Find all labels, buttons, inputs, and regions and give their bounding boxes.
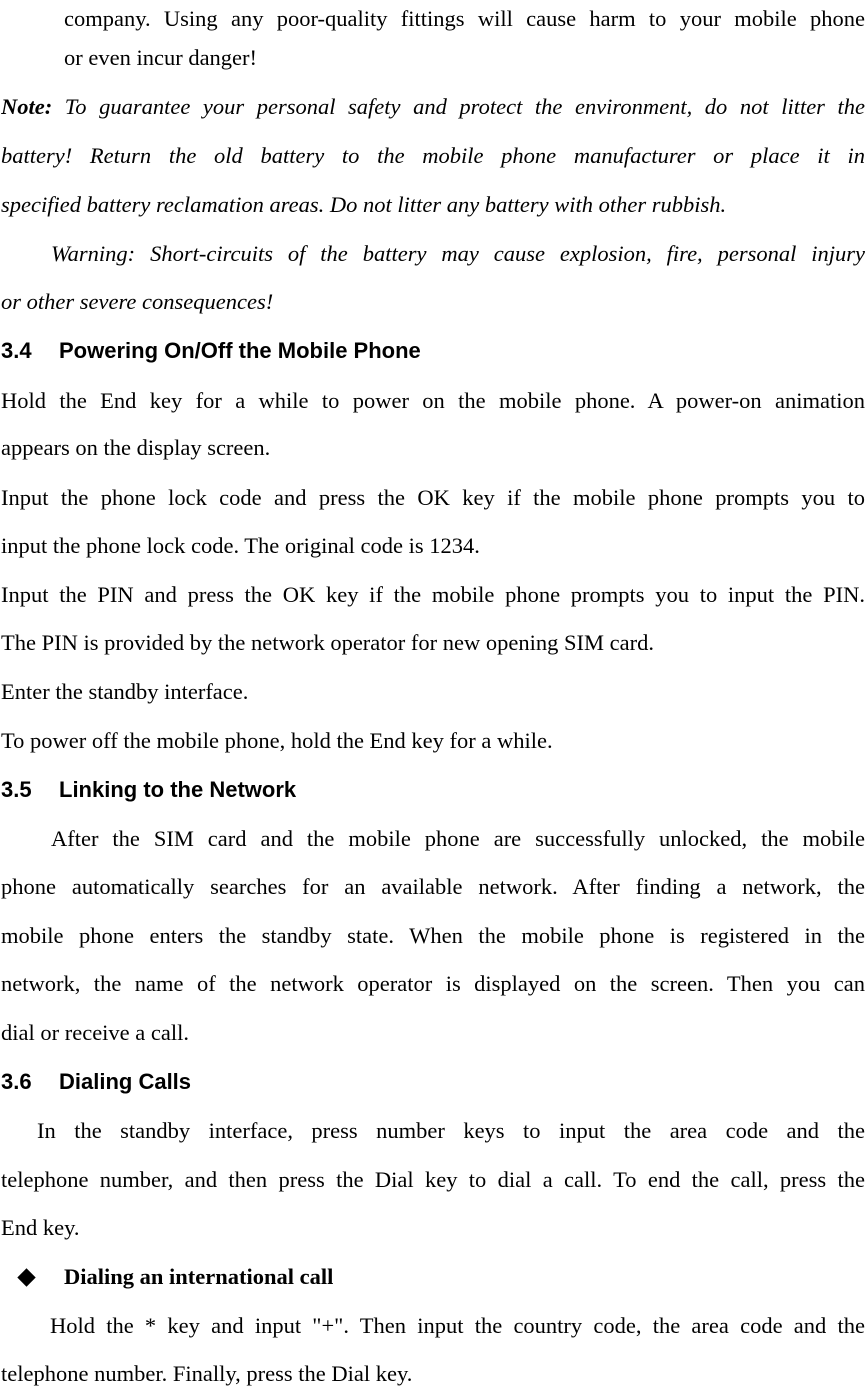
warning-line: or other severe consequences! [1, 289, 274, 314]
paragraph-line: To power off the mobile phone, hold the End key for a while. [1, 728, 553, 753]
section-title: Linking to the Network [59, 777, 297, 802]
section-title: Powering On/Off the Mobile Phone [59, 338, 421, 363]
note-line: battery! Return the old battery to the mobile phone manufacturer or place it in [1, 143, 865, 168]
paragraph-line: network, the name of the network operator is displayed on the screen. Then you can [1, 971, 865, 996]
section-heading [1, 336, 421, 366]
paragraph-line: telephone number. Finally, press the Dial key. [1, 1361, 413, 1386]
paragraph-line: End key. [1, 1215, 80, 1240]
section-number: 3.4 [1, 338, 32, 363]
intro-line: or even incur danger! [64, 45, 258, 70]
paragraph-line: The PIN is provided by the network operator for new opening SIM card. [1, 630, 654, 655]
diamond-bullet-icon [17, 1268, 35, 1286]
paragraph-line: Input the PIN and press the OK key if the mobile phone prompts you to input the PIN. [1, 582, 865, 607]
paragraph-line: appears on the display screen. [1, 435, 271, 460]
paragraph-line: After the SIM card and the mobile phone are successfully unlocked, the mobile [51, 826, 865, 851]
section-heading [1, 775, 296, 805]
paragraph-line: telephone number, and then press the Dial key to dial a call. To end the call, press the [1, 1167, 865, 1192]
paragraph-line: Hold the End key for a while to power on the mobile phone. A power-on animation [1, 388, 865, 413]
note-label: Note: [1, 94, 53, 119]
section-heading [1, 1067, 191, 1097]
note-line [1, 92, 865, 122]
paragraph-line: Enter the standby interface. [1, 679, 249, 704]
paragraph-line: In the standby interface, press number keys to input the area code and the [37, 1118, 865, 1143]
paragraph-line: mobile phone enters the standby state. When the mobile phone is registered in the [1, 923, 865, 948]
section-number: 3.5 [1, 777, 32, 802]
section-number: 3.6 [1, 1069, 32, 1094]
note-line: specified battery reclamation areas. Do not litter any battery with other rubbish. [1, 192, 727, 217]
paragraph-line: Input the phone lock code and press the OK key if the mobile phone prompts you to [1, 485, 865, 510]
note-text: To guarantee your personal safety and protect the environment, do not litter the [52, 94, 865, 119]
paragraph-line: input the phone lock code. The original code is 1234. [1, 533, 480, 558]
paragraph-line: dial or receive a call. [1, 1020, 190, 1045]
bullet-title: Dialing an international call [64, 1264, 334, 1289]
paragraph-line: Hold the * key and input "+". Then input the country code, the area code and the [50, 1313, 865, 1338]
section-title: Dialing Calls [59, 1069, 192, 1094]
paragraph-line: phone automatically searches for an available network. After finding a network, the [1, 874, 865, 899]
intro-line: company. Using any poor-quality fittings will cause harm to your mobile phone [64, 6, 865, 31]
warning-line: Warning: Short-circuits of the battery may cause explosion, fire, personal injury [51, 241, 865, 266]
